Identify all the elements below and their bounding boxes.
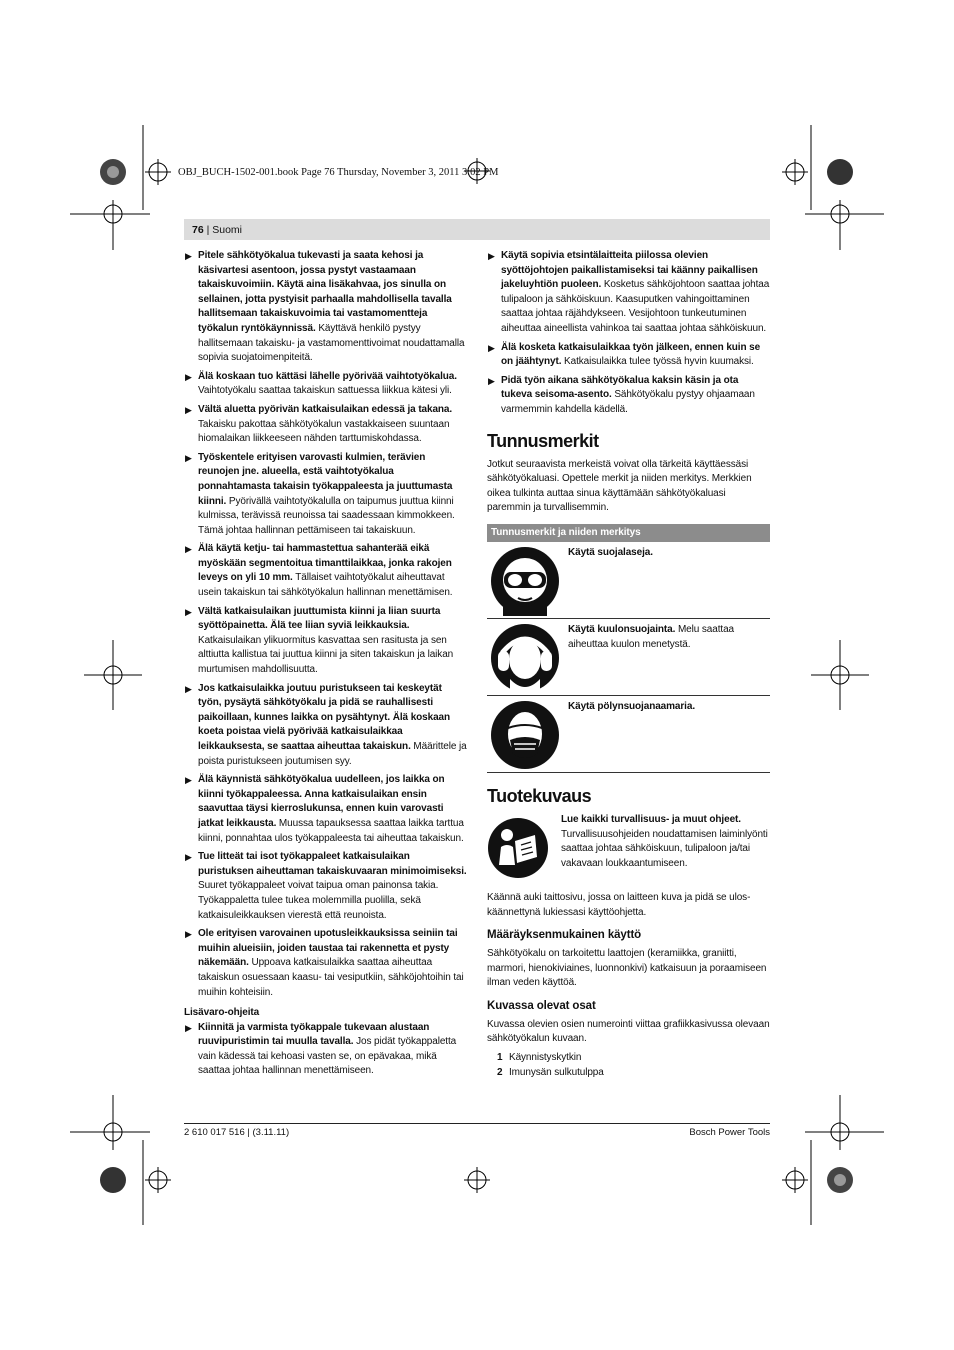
left-column — [184, 249, 467, 1083]
bullet-arrow-icon: ▶ — [185, 929, 192, 940]
bullet-arrow-icon: ▶ — [185, 775, 192, 786]
bullet-item: ▶ Jos katkaisulaikka joutuu puristukseen tai keskeytät työn, pysäytä sähkötyökalu ja pidä se rauhallisesti paikoillaan, kunnes laikka on pysähtynyt. Älä koskaan koeta poistaa vielä pyörivää katkaisulaikkaa leikkauksesta, se saattaa aiheuttaa takaiskun. Määrittele ja poista puristukseen joutumisen syy. — [185, 682, 467, 767]
parts-intro: Kuvassa olevien osien numerointi viittaa grafiikkasivussa olevaan sähkötyökalun kuvaan. — [487, 1018, 770, 1045]
bullet-arrow-icon: ▶ — [185, 683, 192, 694]
bullet-item: ▶ Älä käynnistä sähkötyökalua uudelleen, jos laikka on kiinni työkappaleessa. Anna katkaisulaikan ensin saavuttaa täysi kierroslukunsa, ennen kuin varovasti jatkat leikkausta. Muussa tapauksessa saattaa laikka tarttua kiinni, ponnahtaa ulos työkappaleesta tai aiheuttaa takaiskun. — [185, 774, 464, 844]
bullet-item: ▶ Vältä aluetta pyörivän katkaisulaikan edessä ja takana. Takaisku pakottaa sähkötyökalun vastakkaiseen suuntaan hiomalaikan liikkeeseen nähden tarttumiskohdassa. — [185, 403, 453, 445]
additional-safety-heading: Lisävaro-ohjeita — [184, 1007, 260, 1019]
bullet-item: ▶ Pidä työn aikana sähkötyökalua kaksin käsin ja ota tukeva seisoma-asento. Sähkötyökalu pystyy ohjaamaan varmemmin kahdella kädellä. — [488, 374, 755, 415]
bullet-arrow-icon: ▶ — [185, 251, 192, 261]
page-header — [192, 224, 242, 236]
bullet-arrow-icon: ▶ — [185, 852, 192, 863]
bullet-arrow-icon: ▶ — [185, 404, 192, 415]
bullet-arrow-icon: ▶ — [185, 371, 192, 382]
bullet-item: ▶ Kiinnitä ja varmista työkappale tukevaan alustaan ruuvipuristimin tai muulla tavalla. Jos pidät työkappaletta vain kädessä tai kehoasi vasten se, on epävakaa, mikä saattaa johtaa hallinnan menettämiseen. — [185, 1021, 457, 1077]
additional-bullet-list — [184, 1021, 467, 1079]
symbol-row — [487, 696, 770, 773]
bullet-item: ▶ Käytä sopivia etsintälaitteita piilossa olevien syöttöjohtojen paikallistamiseksi tai käänny paikallisen jakeluyhtiön puoleen. Kosketus sähköjohtoon saattaa johtaa tulipaloon ja sähköiskuun. Kaasuputken vahingoittaminen saattaa johtaa räjähdykseen. Vesijohtoon tunkeutuminen aiheuttaa aineellista vahinkoa tai saattaa johtaa sähköiskuun. — [488, 250, 770, 334]
left-bullet-list — [184, 249, 467, 1000]
safety-goggles-icon — [490, 546, 560, 616]
read-instructions-text: Lue kaikki turvallisuus- ja muut ohjeet. Turvallisuusohjeiden noudattamisen laiminlyönti saattaa johtaa sähköiskuun, tulipaloon ja/tai vakavaan loukkaantumiseen. — [561, 813, 768, 869]
bullet-item: ▶ Pitele sähkötyökalua tukevasti ja saata kehosi ja käsivartesi asentoon, jossa pystyt vastaamaan takaiskuvoimiin. Käytä aina lisäkahvaa, jos sinulla on sellainen, jotta pystyisit parhaalla mahdollisella tavalla hallitsemaan takaiskuvoimia tai vastamomentteja työkalun ryntökäynnissä. Käyttävä henkilö pystyy hallitsemaan takaisku- ja vastamomenttivoimat noudattamalla sopivia suojatoimenpiteitä. — [185, 250, 465, 364]
read-manual-icon — [487, 817, 549, 879]
bullet-arrow-icon: ▶ — [185, 1022, 192, 1033]
bullet-item: ▶ Älä kosketa katkaisulaikkaa työn jälkeen, ennen kuin se on jäähtynyt. Katkaisulaikka tulee työssä hyvin kuumaksi. — [488, 341, 761, 368]
footer-brand: Bosch Power Tools — [689, 1127, 770, 1138]
symbol-text: Käytä pölynsuojanaamaria. — [568, 700, 695, 712]
header-language: Suomi — [212, 224, 243, 236]
symbols-heading: Tunnusmerkit — [487, 430, 599, 451]
bullet-item: ▶ Tue litteät tai isot työkappaleet katkaisulaikan puristuksen aiheuttaman takaiskuvaaran minimoimiseksi. Suuret työkappaleet voivat taipua oman painonsa takia. Työkappaletta tulee tukea molemmilla puolilla, sekä katkaisuleikkauksen vierestä että reunoista. — [185, 851, 467, 921]
symbols-table-header: Tunnusmerkit ja niiden merkitys — [487, 524, 770, 542]
page-header-bar — [184, 219, 770, 240]
ear-protection-icon — [490, 623, 560, 693]
symbols-table — [487, 542, 770, 773]
list-item: 2 Imunysän sulkutulppa — [497, 1066, 604, 1078]
bullet-arrow-icon: ▶ — [185, 452, 192, 463]
right-column — [487, 249, 770, 1080]
parts-list — [487, 1051, 770, 1080]
print-info-line: OBJ_BUCH-1502-001.book Page 76 Thursday, November 3, 2011 3:02 PM — [178, 167, 499, 178]
bullet-arrow-icon: ▶ — [185, 544, 192, 555]
dust-mask-icon — [490, 700, 560, 770]
fold-out-text: Käännä auki taittosivu, jossa on laitteen kuva ja pidä se ulos-käännettynä lukiessasi käyttöohjetta. — [487, 891, 751, 918]
header-separator: | — [203, 224, 213, 236]
symbol-text: Käytä kuulonsuojainta. Melu saattaa aiheuttaa kuulon menetystä. — [568, 623, 734, 650]
symbol-row — [487, 542, 770, 619]
right-bullet-list — [487, 249, 770, 418]
intended-use-text: Sähkötyökalu on tarkoitettu laattojen (keramiikka, graniitti, marmori, hienokiviaines, luonnonkivi) katkaisuun ja poraamiseen ilman veden käyttöä. — [487, 948, 767, 989]
bullet-arrow-icon: ▶ — [185, 606, 192, 617]
bullet-item: ▶ Älä käytä ketju- tai hammastettua sahanterää eikä myöskään segmentoitua timanttilaikkaa, jonka rakojen leveys on yli 10 mm. Tällaiset vaihtotyökalut aiheuttavat usein takaiskun tai sähkötyökalun hallinnan menettämisen. — [185, 543, 453, 599]
symbol-row — [487, 619, 770, 696]
bullet-arrow-icon: ▶ — [488, 251, 495, 261]
bullet-arrow-icon: ▶ — [488, 375, 495, 386]
bullet-item: ▶ Työskentele erityisen varovasti kulmien, terävien reunojen jne. alueella, estä vaihtotyökalua ponnahtamasta takaisin työkappaleesta ja juuttumasta kiinni. Pyörivällä vaihtotyökalulla on taipumus juuttua kiinni kulmissa, terävissä reunoissa tai saadessaan kimmokkeen. Tämä johtaa hallinnan pettämiseen tai takaiskuun. — [185, 451, 455, 536]
bullet-item: ▶ Ole erityisen varovainen upotusleikkauksissa seiniin tai muihin alueisiin, joiden taustaa tai rakennetta et pysty näkemään. Uppoava katkaisulaikka saattaa aiheuttaa takaiskun osuessaan kaasu- tai vesiputkiin, sähköjohtoihin tai muihin kohteisiin. — [185, 928, 464, 998]
symbol-text: Käytä suojalaseja. — [568, 546, 653, 558]
page-number: 76 — [192, 224, 204, 236]
footer-rule — [184, 1123, 770, 1124]
bullet-item: ▶ Vältä katkaisulaikan juuttumista kiinni ja liian suurta syöttöpainetta. Älä tee liian syviä leikkauksia. Katkaisulaikan ylikuormitus kasvattaa sen rasitusta ja sen alttiutta kallistua tai juuttua kiinni ja siten takaiskun ja laikan murtumisen mahdollisuutta. — [185, 605, 454, 676]
product-description-heading: Tuotekuvaus — [487, 785, 592, 806]
parts-heading: Kuvassa olevat osat — [487, 999, 596, 1012]
symbols-intro: Jotkut seuraavista merkeistä voivat olla tärkeitä käyttäessäsi sähkötyökaluasi. Opettele merkit ja niiden merkitys. Merkkien oikea tulkinta auttaa sinua käyttämään sähkötyökaluasi paremmin ja turvallisemmin. — [487, 458, 752, 514]
bullet-item: ▶ Älä koskaan tuo kättäsi lähelle pyörivää vaihtotyökalua. Vaihtotyökalu saattaa takaiskun sattuessa liikkua kätesi yli. — [185, 370, 457, 397]
intended-use-heading: Määräyksenmukainen käyttö — [487, 929, 642, 942]
footer-doc-number: 2 610 017 516 | (3.11.11) — [184, 1127, 290, 1138]
read-instructions-block — [487, 813, 770, 883]
bullet-arrow-icon: ▶ — [488, 342, 495, 353]
list-item: 1 Käynnistyskytkin — [497, 1052, 582, 1064]
